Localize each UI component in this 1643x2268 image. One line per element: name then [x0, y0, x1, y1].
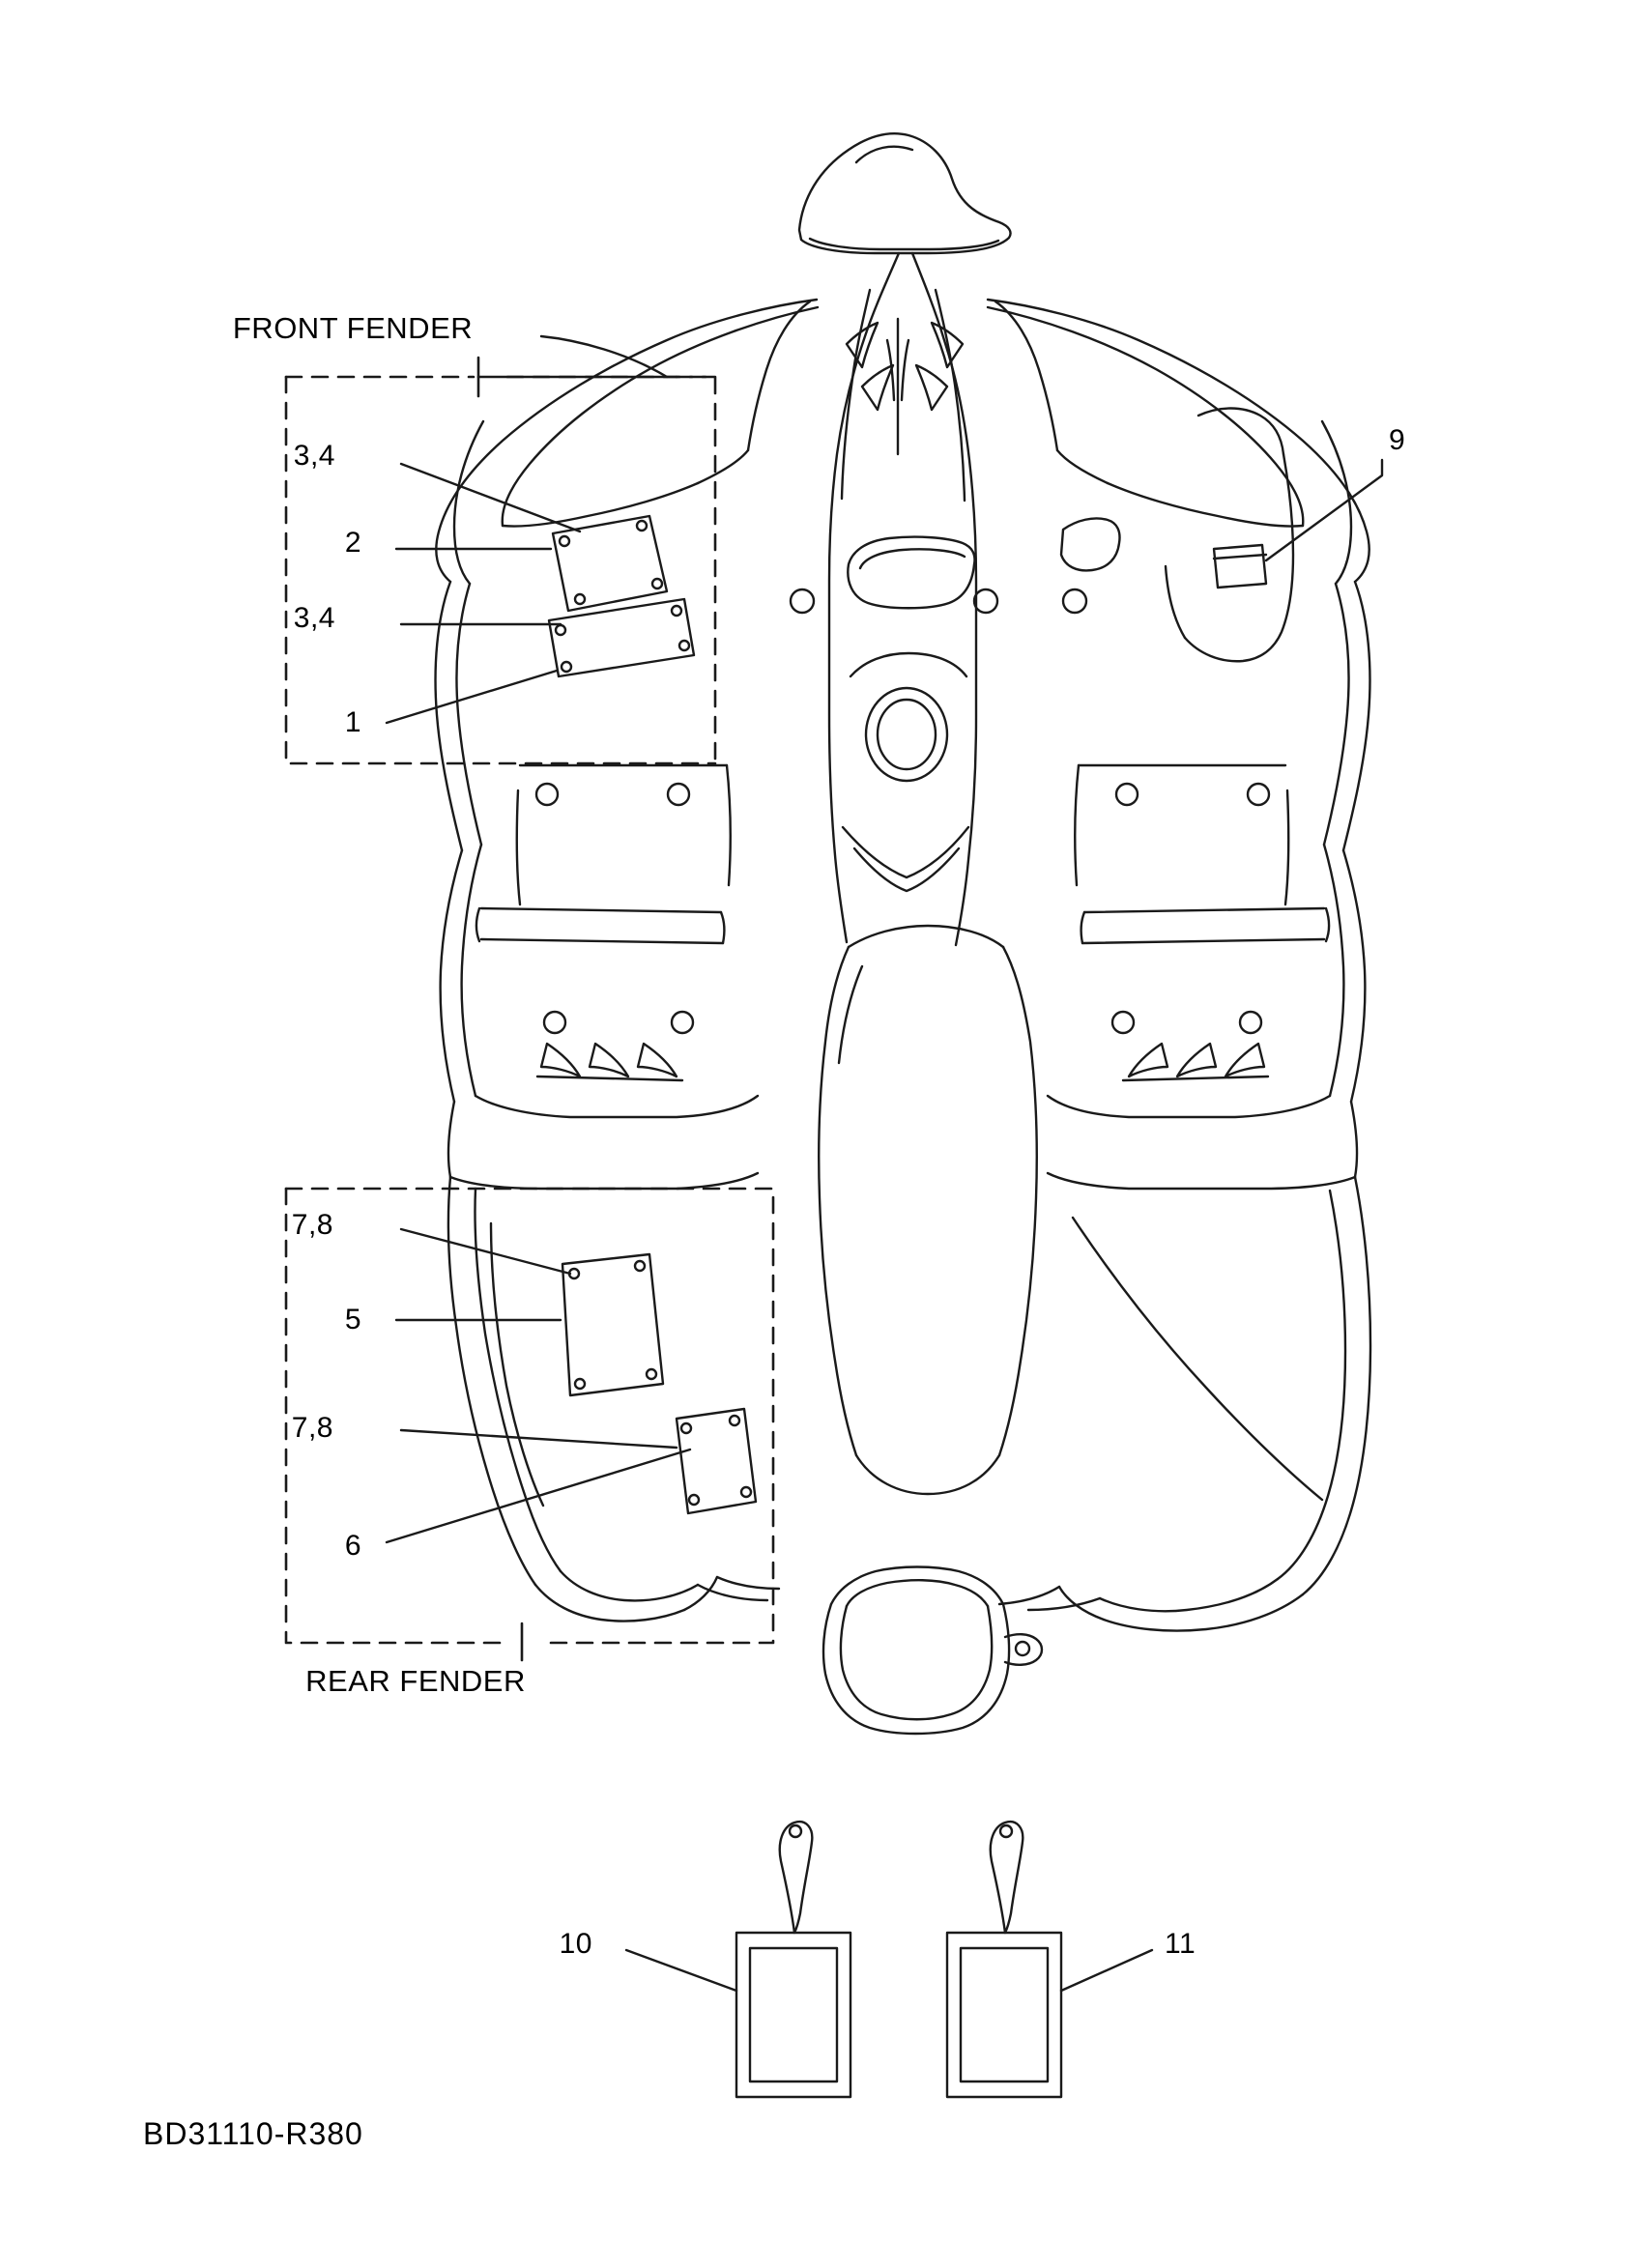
hang-tag-10	[736, 1822, 850, 2097]
front-fender-leader	[478, 358, 677, 396]
callout-10: 10	[559, 1928, 592, 1960]
callout-1: 1	[344, 706, 361, 738]
front-fender-left-panel	[436, 300, 818, 1189]
rear-bumper	[823, 1567, 1042, 1735]
hood-side-pockets	[791, 518, 1120, 613]
callout-11: 11	[1165, 1928, 1196, 1960]
emblem-plate-6	[677, 1409, 756, 1513]
rear-fender-label: REAR FENDER	[305, 1664, 526, 1698]
callout-3-4-front-upper: 3,4	[293, 440, 335, 472]
front-fender-label: FRONT FENDER	[232, 311, 474, 345]
front-fender-right-panel	[988, 300, 1369, 1189]
hang-tag-11	[947, 1822, 1061, 2097]
center-hood-outline	[829, 253, 976, 945]
rear-fender-right-panel	[999, 1177, 1370, 1631]
part-code: BD31110-R380	[143, 2116, 363, 2151]
right-upper-cowl	[1166, 409, 1293, 662]
rear-fender-left-panel	[448, 1177, 779, 1622]
emblem-plate-2	[553, 516, 667, 611]
callout-3-4-front-lower: 3,4	[293, 602, 335, 634]
callout-2: 2	[344, 527, 361, 559]
callout-7-8-rear-upper: 7,8	[291, 1209, 333, 1241]
emblem-plate-9	[1214, 545, 1266, 588]
leader-lines	[387, 460, 1382, 1991]
front-fender-group-box	[286, 377, 715, 763]
callout-5: 5	[344, 1304, 361, 1335]
callout-6: 6	[344, 1530, 361, 1562]
seat-outline	[819, 926, 1037, 1494]
callout-9: 9	[1389, 424, 1406, 456]
seat-cap-outline	[799, 133, 1011, 253]
callout-7-8-rear-lower: 7,8	[291, 1412, 333, 1444]
emblem-plate-5	[562, 1254, 663, 1395]
